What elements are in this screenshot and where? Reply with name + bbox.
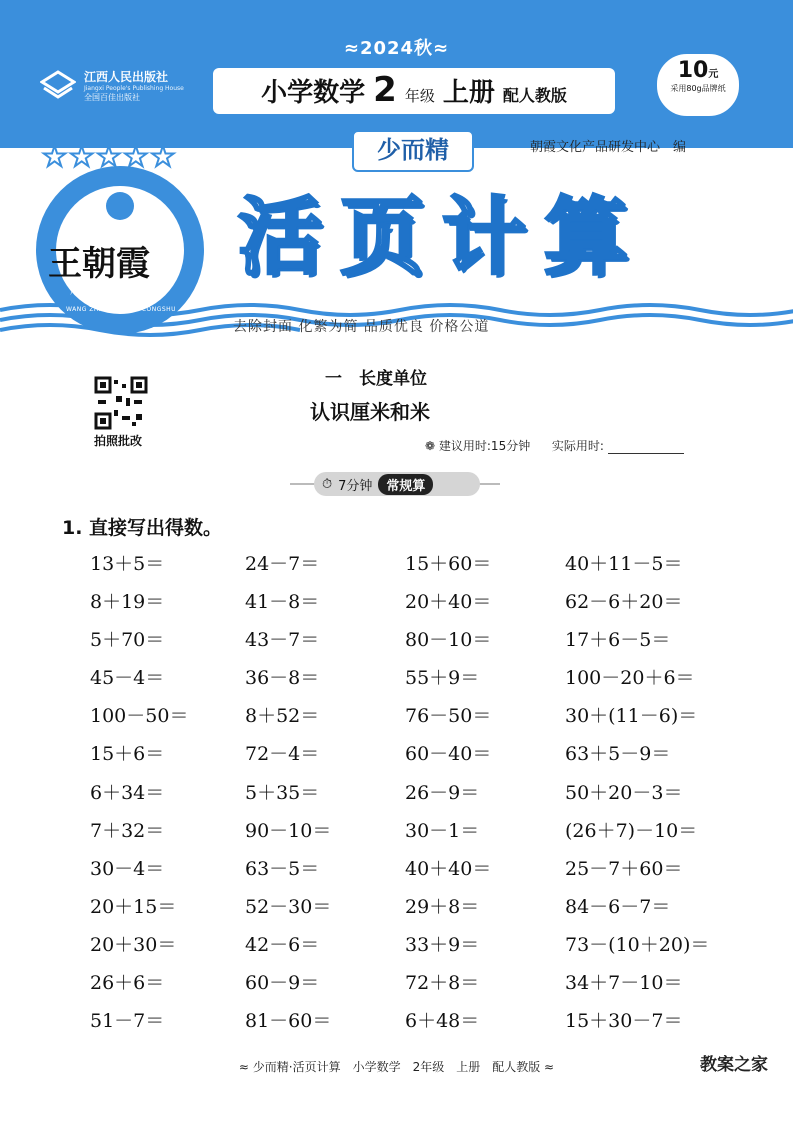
problem-item[interactable]: 8＋52＝ xyxy=(245,705,320,728)
problem-item[interactable]: 42－6＝ xyxy=(245,933,320,956)
problem-item[interactable]: 15＋30－7＝ xyxy=(565,1010,683,1033)
problem-item[interactable]: 62－6＋20＝ xyxy=(565,591,683,614)
problem-item[interactable]: 52－30＝ xyxy=(245,895,332,918)
problem-item[interactable]: 26－9＝ xyxy=(405,781,480,804)
problem-item[interactable]: 43－7＝ xyxy=(245,629,320,652)
problem-item[interactable]: 41－8＝ xyxy=(245,591,320,614)
question-heading: 1. 直接写出得数。 xyxy=(62,517,223,539)
problem-item[interactable]: 51－7＝ xyxy=(90,1010,165,1033)
problem-item[interactable]: 81－60＝ xyxy=(245,1010,332,1033)
problem-item[interactable]: 13＋5＝ xyxy=(90,553,165,575)
season-label: ≈2024秋≈ xyxy=(343,38,450,59)
problem-item[interactable]: 72－4＝ xyxy=(245,743,320,766)
publisher-name: 江西人民出版社 xyxy=(84,70,169,84)
edition-label: 配人教版 xyxy=(502,86,567,105)
problem-item[interactable]: 6＋34＝ xyxy=(90,781,165,804)
problem-item[interactable]: 60－9＝ xyxy=(245,972,320,995)
problem-item[interactable]: 6＋48＝ xyxy=(405,1010,480,1033)
watermark: 教案之家 xyxy=(700,1055,768,1075)
suggested-time: 建议用时:15分钟 xyxy=(438,439,531,453)
problem-item[interactable]: 84－6－7＝ xyxy=(565,895,671,918)
problem-item[interactable]: 20＋40＝ xyxy=(405,591,492,614)
problem-item[interactable]: 30－1＝ xyxy=(405,819,480,842)
problem-item[interactable]: (26＋7)－10＝ xyxy=(565,819,698,842)
slogan: 去除封面 化繁为简 品质优良 价格公道 xyxy=(233,319,490,335)
actual-time-blank[interactable] xyxy=(608,441,684,454)
brand-ring-text: WANG ZHAOXIA XILIE CONGSHU xyxy=(66,306,177,313)
problem-item[interactable]: 45－4＝ xyxy=(90,667,165,690)
lesson-title: 认识厘米和米 xyxy=(310,400,430,424)
problem-item[interactable]: 76－50＝ xyxy=(405,705,492,728)
section-label: 常规算 xyxy=(378,474,433,495)
problem-item[interactable]: 7＋32＝ xyxy=(90,819,165,842)
main-title: 活页计算 xyxy=(238,188,647,286)
problem-item[interactable]: 20＋30＝ xyxy=(90,933,177,956)
term-label: 上册 xyxy=(442,78,495,108)
problem-item[interactable]: 60－40＝ xyxy=(405,743,492,766)
timing-row xyxy=(425,437,684,454)
price-unit: 元 xyxy=(708,69,719,80)
problem-item[interactable]: 36－8＝ xyxy=(245,667,320,690)
problem-item[interactable]: 90－10＝ xyxy=(245,819,332,842)
grade-number: 2 xyxy=(373,70,397,110)
problem-item[interactable]: 15＋60＝ xyxy=(405,553,492,575)
problem-item[interactable]: 100－50＝ xyxy=(90,705,189,728)
stopwatch-icon: ⏱ xyxy=(322,476,333,492)
qr-label: 拍照批改 xyxy=(94,434,143,448)
problem-item[interactable]: 8＋19＝ xyxy=(90,591,165,614)
problem-grid xyxy=(90,549,770,1044)
problem-item[interactable]: 25－7＋60＝ xyxy=(565,857,683,880)
publisher-sub: 全国百佳出版社 xyxy=(84,93,140,102)
clock-icon: ❁ xyxy=(425,439,436,453)
problem-item[interactable]: 20＋15＝ xyxy=(90,895,177,918)
problem-item[interactable]: 80－10＝ xyxy=(405,629,492,652)
problem-item[interactable]: 40＋11－5＝ xyxy=(565,553,683,575)
problem-item[interactable]: 5＋35＝ xyxy=(245,781,320,804)
page-footer: ≈ 少而精·活页计算 小学数学 2年级 上册 配人教版 ≈ xyxy=(238,1060,555,1074)
actual-time-label: 实际用时: xyxy=(551,439,604,453)
series-tag: 少而精 xyxy=(352,130,474,172)
problem-item[interactable]: 72＋8＝ xyxy=(405,972,480,995)
problem-item[interactable]: 5＋70＝ xyxy=(90,629,165,652)
section-pill xyxy=(314,472,480,496)
problem-item[interactable]: 24－7＝ xyxy=(245,553,320,575)
problem-item[interactable]: 34＋7－10＝ xyxy=(565,972,683,995)
section-time: 7分钟 xyxy=(338,478,373,494)
publisher-english: Jiangxi People's Publishing House xyxy=(84,85,184,92)
problem-item[interactable]: 63＋5－9＝ xyxy=(565,743,671,766)
unit-title: 一 长度单位 xyxy=(325,369,427,389)
problem-item[interactable]: 50＋20－3＝ xyxy=(565,781,683,804)
price-note: 采用80g品牌纸 xyxy=(670,84,726,93)
price-badge xyxy=(655,52,741,118)
editor-credit: 朝霞文化产品研发中心 编 xyxy=(530,140,687,155)
problem-item[interactable]: 100－20＋6＝ xyxy=(565,667,695,690)
problem-item[interactable]: 33＋9＝ xyxy=(405,933,480,956)
brand-motto: 用心做书 服务教育 xyxy=(70,287,152,297)
qr-code-icon[interactable] xyxy=(94,376,148,430)
problem-item[interactable]: 30－4＝ xyxy=(90,857,165,880)
grade-word: 年级 xyxy=(404,87,435,105)
problem-item[interactable]: 30＋(11－6)＝ xyxy=(565,705,698,728)
subject-box xyxy=(213,68,615,114)
price-number: 10 xyxy=(677,58,709,83)
brand-name: 王朝霞 xyxy=(48,244,150,284)
problem-item[interactable]: 15＋6＝ xyxy=(90,743,165,766)
problem-item[interactable]: 29＋8＝ xyxy=(405,895,480,918)
problem-item[interactable]: 73－(10＋20)＝ xyxy=(565,933,710,956)
problem-item[interactable]: 63－5＝ xyxy=(245,857,320,880)
problem-item[interactable]: 26＋6＝ xyxy=(90,972,165,995)
problem-item[interactable]: 17＋6－5＝ xyxy=(565,629,671,652)
publisher xyxy=(40,68,184,103)
publisher-logo-icon xyxy=(40,70,76,102)
header-banner xyxy=(0,0,793,148)
problem-item[interactable]: 40＋40＝ xyxy=(405,857,492,880)
stars-decoration: ★★★★★ xyxy=(42,140,178,173)
subject-label: 小学数学 xyxy=(261,78,366,108)
problem-item[interactable]: 55＋9＝ xyxy=(405,667,480,690)
